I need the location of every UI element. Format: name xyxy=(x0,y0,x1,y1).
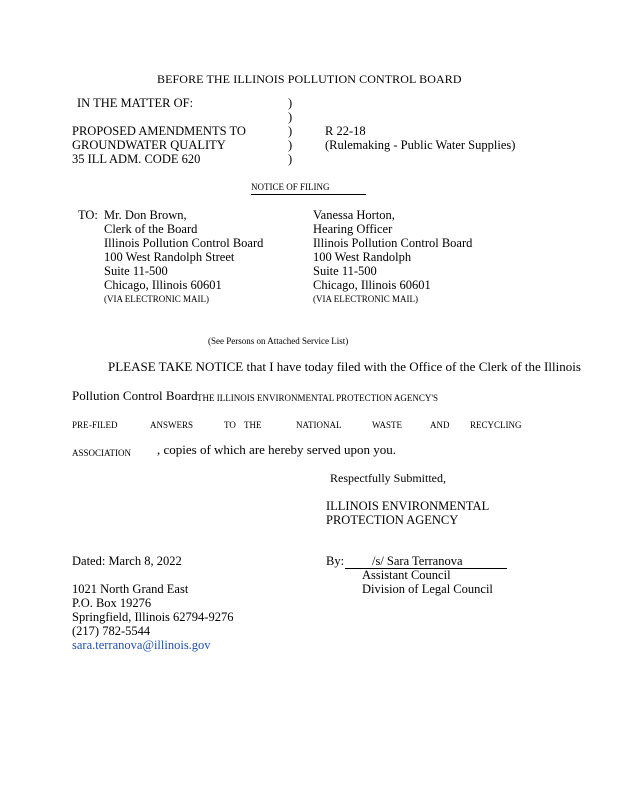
recipient-title: Clerk of the Board xyxy=(104,222,198,236)
caption-paren: ) xyxy=(288,110,293,124)
caption-paren: ) xyxy=(288,96,293,110)
address-street: 1021 North Grand East xyxy=(72,582,189,596)
case-number: R 22-18 xyxy=(325,124,366,138)
recipient-title: Hearing Officer xyxy=(313,222,393,236)
caps-word: TO xyxy=(224,420,236,430)
caption-paren: ) xyxy=(288,152,293,166)
address-po-box: P.O. Box 19276 xyxy=(72,596,152,610)
recipient-suite: Suite 11-500 xyxy=(313,264,377,278)
caps-word: -FILED xyxy=(89,420,118,430)
recipient-method: (VIA ELECTRONIC MAIL) xyxy=(104,294,209,304)
recipient-name: Vanessa Horton, xyxy=(313,208,395,222)
agency-line-1: ILLINOIS ENVIRONMENTAL xyxy=(326,499,490,513)
recipient-method: (VIA ELECTRONIC MAIL) xyxy=(313,294,418,304)
recipient-org: Illinois Pollution Control Board xyxy=(313,236,473,250)
email-link[interactable]: sara.terranova@illinois.gov xyxy=(72,638,211,652)
signature-line: /s/ Sara Terranova xyxy=(345,554,507,569)
recipient-name: Mr. Don Brown, xyxy=(104,208,187,222)
caption-paren: ) xyxy=(288,124,293,138)
caps-word: AND xyxy=(430,420,450,430)
caps-word: THE xyxy=(244,420,262,430)
recipient-suite: Suite 11-500 xyxy=(104,264,168,278)
signer-title: Assistant Council xyxy=(362,568,451,582)
caption-paren: ) xyxy=(288,138,293,152)
closing: Respectfully Submitted, xyxy=(330,471,446,485)
caps-word: ANSWERS xyxy=(150,420,194,430)
address-city: Springfield, Illinois 62794-9276 xyxy=(72,610,234,624)
caps-word: NATIONAL xyxy=(296,420,342,430)
service-list-note: (See Persons on Attached Service List) xyxy=(208,336,349,346)
recipient-city: Chicago, Illinois 60601 xyxy=(313,278,431,292)
dated: Dated: March 8, 2022 xyxy=(72,554,182,568)
signer-division: Division of Legal Council xyxy=(362,582,493,596)
agency-line-2: PROTECTION AGENCY xyxy=(326,513,459,527)
document-title: BEFORE THE ILLINOIS POLLUTION CONTROL BOARD xyxy=(157,72,462,86)
caption-matter: IN THE MATTER OF: xyxy=(77,96,194,110)
caps-word: RECYCLING xyxy=(470,420,522,430)
notice-sentence-2: Pollution Control Board xyxy=(72,388,198,403)
caption-line-2: GROUNDWATER QUALITY xyxy=(72,138,226,152)
caption-line-3: 35 ILL ADM. CODE 620 xyxy=(72,152,201,166)
notice-caps-title: THE ILLINOIS ENVIRONMENTAL PROTECTION AGENCY'S xyxy=(197,393,439,403)
notice-heading: NOTICE OF FILING xyxy=(251,180,366,195)
to-label: TO: xyxy=(78,208,98,222)
notice-sentence-3: , copies of which are hereby served upon you. xyxy=(157,442,396,457)
by-label: By: xyxy=(326,554,345,568)
recipient-org: Illinois Pollution Control Board xyxy=(104,236,264,250)
recipient-street: 100 West Randolph xyxy=(313,250,412,264)
caps-word: WASTE xyxy=(372,420,402,430)
address-phone: (217) 782-5544 xyxy=(72,624,151,638)
recipient-city: Chicago, Illinois 60601 xyxy=(104,278,222,292)
caps-word: PRE xyxy=(72,420,89,430)
recipient-street: 100 West Randolph Street xyxy=(104,250,235,264)
caption-line-1: PROPOSED AMENDMENTS TO xyxy=(72,124,246,138)
caps-association: ASSOCIATION xyxy=(72,448,132,458)
case-type: (Rulemaking - Public Water Supplies) xyxy=(325,138,516,152)
notice-sentence-1: PLEASE TAKE NOTICE that I have today filed with the Office of the Clerk of the Illinois xyxy=(108,359,581,374)
